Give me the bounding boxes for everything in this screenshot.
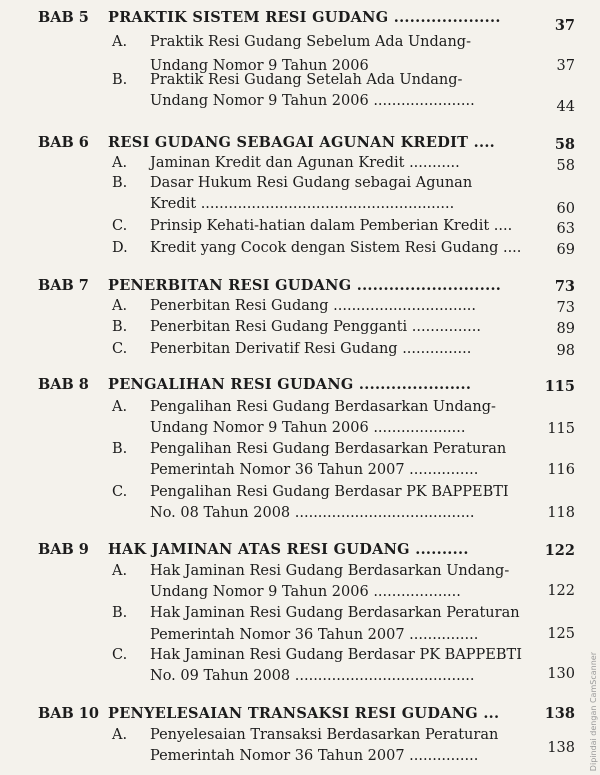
section-text: Praktik Resi Gudang Sebelum Ada Undang- bbox=[150, 34, 471, 50]
section-text: Pengalihan Resi Gudang Berdasar PK BAPPEBTI bbox=[150, 484, 509, 500]
section-text: Kredit yang Cocok dengan Sistem Resi Gudang .... bbox=[150, 240, 522, 256]
chapter-page: 58 bbox=[554, 136, 575, 153]
chapter-page: 37 bbox=[554, 17, 575, 34]
section-text: Prinsip Kehati-hatian dalam Pemberian Kredit .... bbox=[150, 218, 513, 234]
section-letter: B. bbox=[112, 72, 128, 88]
section-page: 116 bbox=[547, 462, 575, 478]
section-letter: A. bbox=[112, 155, 128, 171]
section-letter: A. bbox=[112, 727, 128, 743]
chapter-page: 138 bbox=[544, 705, 575, 722]
section-text: Undang Nomor 9 Tahun 2006 .................... bbox=[150, 420, 466, 436]
section-letter: A. bbox=[112, 563, 128, 579]
section-page: 60 bbox=[556, 201, 575, 217]
chapter-number: BAB 8 bbox=[38, 376, 89, 393]
chapter-number: BAB 5 bbox=[38, 9, 89, 26]
section-letter: C. bbox=[112, 484, 128, 500]
section-page: 37 bbox=[556, 58, 575, 74]
section-text: Penerbitan Resi Gudang Pengganti ............... bbox=[150, 319, 481, 335]
section-text: Hak Jaminan Resi Gudang Berdasarkan Peraturan bbox=[150, 605, 520, 621]
section-page: 98 bbox=[556, 343, 575, 359]
section-text: Praktik Resi Gudang Setelah Ada Undang- bbox=[150, 72, 463, 88]
section-text: Pemerintah Nomor 36 Tahun 2007 ............... bbox=[150, 748, 479, 764]
section-text: Undang Nomor 9 Tahun 2006 bbox=[150, 58, 369, 74]
chapter-number: BAB 6 bbox=[38, 134, 89, 151]
section-text: Pengalihan Resi Gudang Berdasarkan Undang- bbox=[150, 399, 496, 415]
section-page: 130 bbox=[547, 666, 575, 682]
section-letter: C. bbox=[112, 218, 128, 234]
section-letter: B. bbox=[112, 175, 128, 191]
section-page: 118 bbox=[547, 505, 575, 521]
section-text: Dasar Hukum Resi Gudang sebagai Agunan bbox=[150, 175, 473, 191]
section-letter: A. bbox=[112, 298, 128, 314]
section-letter: A. bbox=[112, 399, 128, 415]
scanner-watermark: Dipindai dengan CamScanner bbox=[589, 651, 598, 771]
section-letter: C. bbox=[112, 341, 128, 357]
chapter-title: PENYELESAIAN TRANSAKSI RESI GUDANG ... bbox=[108, 705, 500, 722]
section-text: No. 09 Tahun 2008 ....................................... bbox=[150, 668, 475, 684]
section-letter: B. bbox=[112, 319, 128, 335]
section-page: 63 bbox=[556, 221, 575, 237]
chapter-page: 73 bbox=[554, 278, 575, 295]
section-letter: B. bbox=[112, 605, 128, 621]
section-letter: A. bbox=[112, 34, 128, 50]
chapter-title: PENGALIHAN RESI GUDANG ..................... bbox=[108, 376, 472, 393]
chapter-title: HAK JAMINAN ATAS RESI GUDANG .......... bbox=[108, 541, 469, 558]
section-text: Hak Jaminan Resi Gudang Berdasar PK BAPPEBTI bbox=[150, 647, 522, 663]
chapter-title: RESI GUDANG SEBAGAI AGUNAN KREDIT .... bbox=[108, 134, 496, 151]
section-page: 138 bbox=[547, 740, 575, 756]
section-text: Pengalihan Resi Gudang Berdasarkan Peraturan bbox=[150, 441, 507, 457]
section-text: No. 08 Tahun 2008 ....................................... bbox=[150, 505, 475, 521]
section-page: 69 bbox=[556, 242, 575, 258]
section-text: Undang Nomor 9 Tahun 2006 ................... bbox=[150, 584, 461, 600]
section-page: 125 bbox=[547, 626, 575, 642]
chapter-page: 115 bbox=[544, 378, 575, 395]
section-letter: C. bbox=[112, 647, 128, 663]
section-page: 73 bbox=[556, 300, 575, 316]
chapter-number: BAB 10 bbox=[38, 705, 99, 722]
section-text: Jaminan Kredit dan Agunan Kredit ........... bbox=[150, 155, 460, 171]
chapter-number: BAB 9 bbox=[38, 541, 89, 558]
section-page: 44 bbox=[556, 99, 575, 115]
section-letter: B. bbox=[112, 441, 128, 457]
section-text: Hak Jaminan Resi Gudang Berdasarkan Undang- bbox=[150, 563, 510, 579]
section-page: 122 bbox=[547, 583, 575, 599]
section-text: Kredit ....................................................... bbox=[150, 196, 455, 212]
section-letter: D. bbox=[112, 240, 128, 256]
section-text: Pemerintah Nomor 36 Tahun 2007 ............... bbox=[150, 462, 479, 478]
section-text: Penerbitan Resi Gudang ............................... bbox=[150, 298, 477, 314]
chapter-number: BAB 7 bbox=[38, 277, 89, 294]
section-text: Undang Nomor 9 Tahun 2006 ...................... bbox=[150, 93, 475, 109]
chapter-title: PRAKTIK SISTEM RESI GUDANG .................... bbox=[108, 9, 501, 26]
section-page: 58 bbox=[556, 158, 575, 174]
section-page: 115 bbox=[547, 421, 575, 437]
section-text: Pemerintah Nomor 36 Tahun 2007 ............... bbox=[150, 627, 479, 643]
section-page: 89 bbox=[556, 321, 575, 337]
section-text: Penerbitan Derivatif Resi Gudang ............... bbox=[150, 341, 472, 357]
section-text: Penyelesaian Transaksi Berdasarkan Peraturan bbox=[150, 727, 499, 743]
chapter-title: PENERBITAN RESI GUDANG ........................... bbox=[108, 277, 502, 294]
chapter-page: 122 bbox=[544, 542, 575, 559]
